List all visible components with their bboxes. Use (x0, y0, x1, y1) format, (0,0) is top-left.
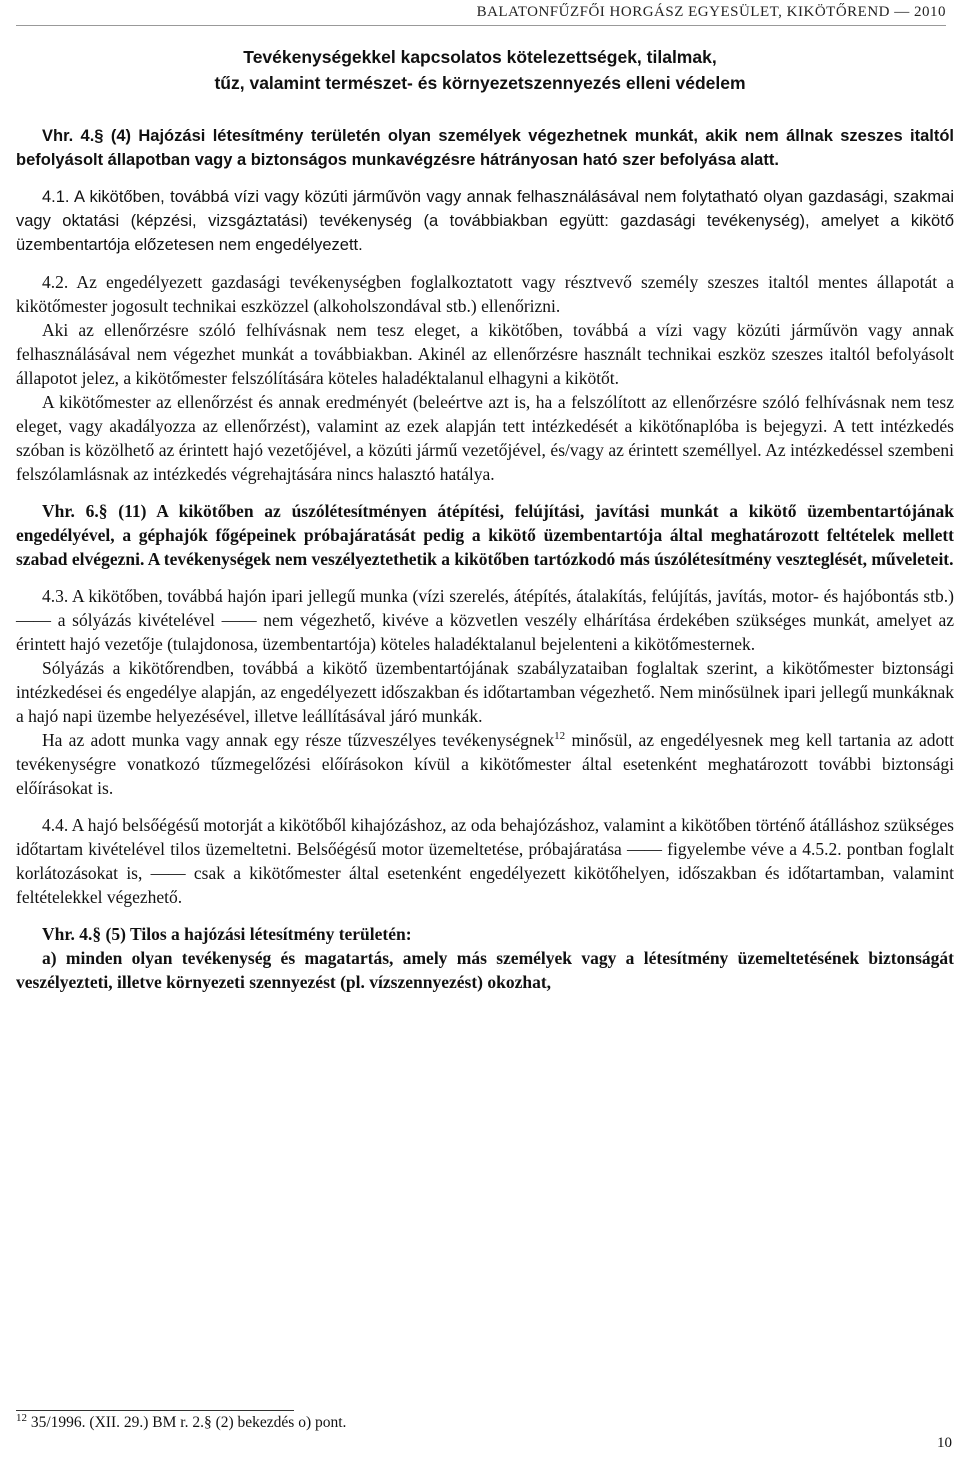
section-4-2-paragraph: 4.2. Az engedélyezett gazdasági tevékenységben foglalkoztatott vagy résztvevő személy szeszes italtól mentes állapotát a kikötőmester jogosult technikai eszközzel (alkoholszondával stb.) ellenőrizni. (16, 272, 954, 316)
vhr-6-11-paragraph: Vhr. 6.§ (11) A kikötőben az úszólétesítményen átépítési, felújítási, javítási munkát a kikötő üzembentartójának engedélyével, a géphajók főgépeinek próbajáratását pedig a kikötő üzembentartója által meghatározott feltételek mellett szabad elvégezni. A tevékenységek nem veszélyeztethetik a kikötőben tartózkodó más úszólétesítmény veszteglését, műveleteit. (16, 501, 954, 569)
vhr-4-5-a-paragraph: a) minden olyan tevékenység és magatartás, amely más személyek vagy a létesítmény üzemeltetésének biztonságát veszélyezteti, illetve környezeti szennyezést (pl. vízszennyezést) okozhat, (16, 948, 954, 992)
section-4-2-paragraph-2: Aki az ellenőrzésre szóló felhívásnak nem tesz eleget, a kikötőben, továbbá a vízi vagy közúti járművön vagy annak felhasználásával nem végezhet munkát a továbbiakban. Akinél az ellenőrzésre használt technikai eszköz szeszes italtól befolyásolt állapotot jelez, a kikötőmester felszólítására köteles haladéktalanul elhagyni a kikötőt. (16, 320, 954, 388)
header-rule (16, 25, 946, 26)
document-body (16, 124, 954, 994)
section-4-3-text-before-footnote: Ha az adott munka vagy annak egy része tűzveszélyes tevékenységnek (42, 730, 555, 750)
footnote-text: 35/1996. (XII. 29.) BM r. 2.§ (2) bekezdés o) pont. (27, 1414, 347, 1431)
section-title (0, 44, 960, 96)
section-4-4-paragraph: 4.4. A hajó belsőégésű motorját a kikötőből kihajózáshoz, az oda behajózáshoz, valamint a kikötőben történő átálláshoz szükséges időtartam kivételével tilos üzemeltetni. Belsőégésű motor üzemeltetése, próbajáratása —— figyelembe véve a 4.5.2. pontban foglalt korlátozásokat is, —— csak a kikötőmester által esetenként engedélyezett kikötőhelyen, időszakban és időtartamban, valamint feltételekkel végezhető. (16, 815, 954, 907)
vhr-4-5-paragraph: Vhr. 4.§ (5) Tilos a hajózási létesítmény területén: (42, 924, 412, 944)
section-4-1-paragraph: 4.1. A kikötőben, továbbá vízi vagy közúti járművön vagy annak felhasználásával nem folytatható olyan gazdasági, szakmai vagy oktatási (képzési, vizsgáztatási) tevékenység (a továbbiakban együtt: gazdasági tevékenység), amelyet a kikötő üzembentartója előzetesen nem engedélyezett. (16, 188, 954, 254)
running-header: BALATONFŰZFŐI HORGÁSZ EGYESÜLET, KIKÖTŐREND — 2010 (476, 4, 946, 20)
section-title-line-2: tűz, valamint természet- és környezetszennyezés elleni védelem (214, 73, 746, 93)
footnote-rule (16, 1410, 294, 1411)
section-4-3-text-after-footnote: minősül, az engedélyesnek meg kell tartania az adott tevékenységre vonatkozó tűzmegelőzési előírásokon kívül a kikötőmester által esetenként meghatározott további biztonsági előírásokat is. (16, 730, 954, 798)
page-number: 10 (937, 1435, 952, 1451)
section-title-line-1: Tevékenységekkel kapcsolatos kötelezettségek, tilalmak, (243, 47, 717, 67)
footnote-reference[interactable]: 12 (554, 730, 566, 743)
section-4-3-paragraph: 4.3. A kikötőben, továbbá hajón ipari jellegű munka (vízi szerelés, átépítés, átalakítás, felújítás, javítás, motor- és hajóbontás stb.) —— a sólyázás kivételével —— nem végezhető, kivéve a közvetlen veszély elhárítása érdekében szükséges munkát, amelyet az érintett hajó vezetője (tulajdonosa, üzembentartója) köteles haladéktalanul bejelenteni a kikötőmesternek. (16, 586, 954, 654)
section-4-3-paragraph-2: Sólyázás a kikötőrendben, továbbá a kikötő üzembentartójának szabályzataiban foglaltak szerint, a kikötőmester biztonsági intézkedései és engedélye alapján, az engedélyezett időszakban és időtartamban végezhető. Nem minősülnek ipari jellegű munkáknak a hajó napi üzembe helyezésével, illetve leállításával járó munkák. (16, 658, 954, 726)
footnote (16, 1411, 347, 1432)
vhr-4-4-paragraph: Vhr. 4.§ (4) Hajózási létesítmény területén olyan személyek végezhetnek munkát, akik nem állnak szeszes italtól befolyásolt állapotban vagy a biztonságos munkavégzésre hátrányosan ható szer befolyása alatt. (16, 127, 954, 169)
section-4-3-paragraph-3 (16, 728, 954, 800)
footnote-number: 12 (16, 1411, 27, 1424)
section-4-2-paragraph-3: A kikötőmester az ellenőrzést és annak eredményét (beleértve azt is, ha a felszólított az ellenőrzésre szóló felhívásnak nem tesz eleget, vagy akadályozza az ellenőrzést), valamint az ezek alapján tett intézkedését a kikötőnaplóba is bejegyzi. A tett intézkedés szóban is közölhető az érintett hajó vezetőjével, a közúti jármű vezetőjével, és/vagy az érintett személlyel. Az intézkedéssel szembeni felszólamlásnak az intézkedés végrehajtására nincs halasztó hatálya. (16, 392, 954, 484)
